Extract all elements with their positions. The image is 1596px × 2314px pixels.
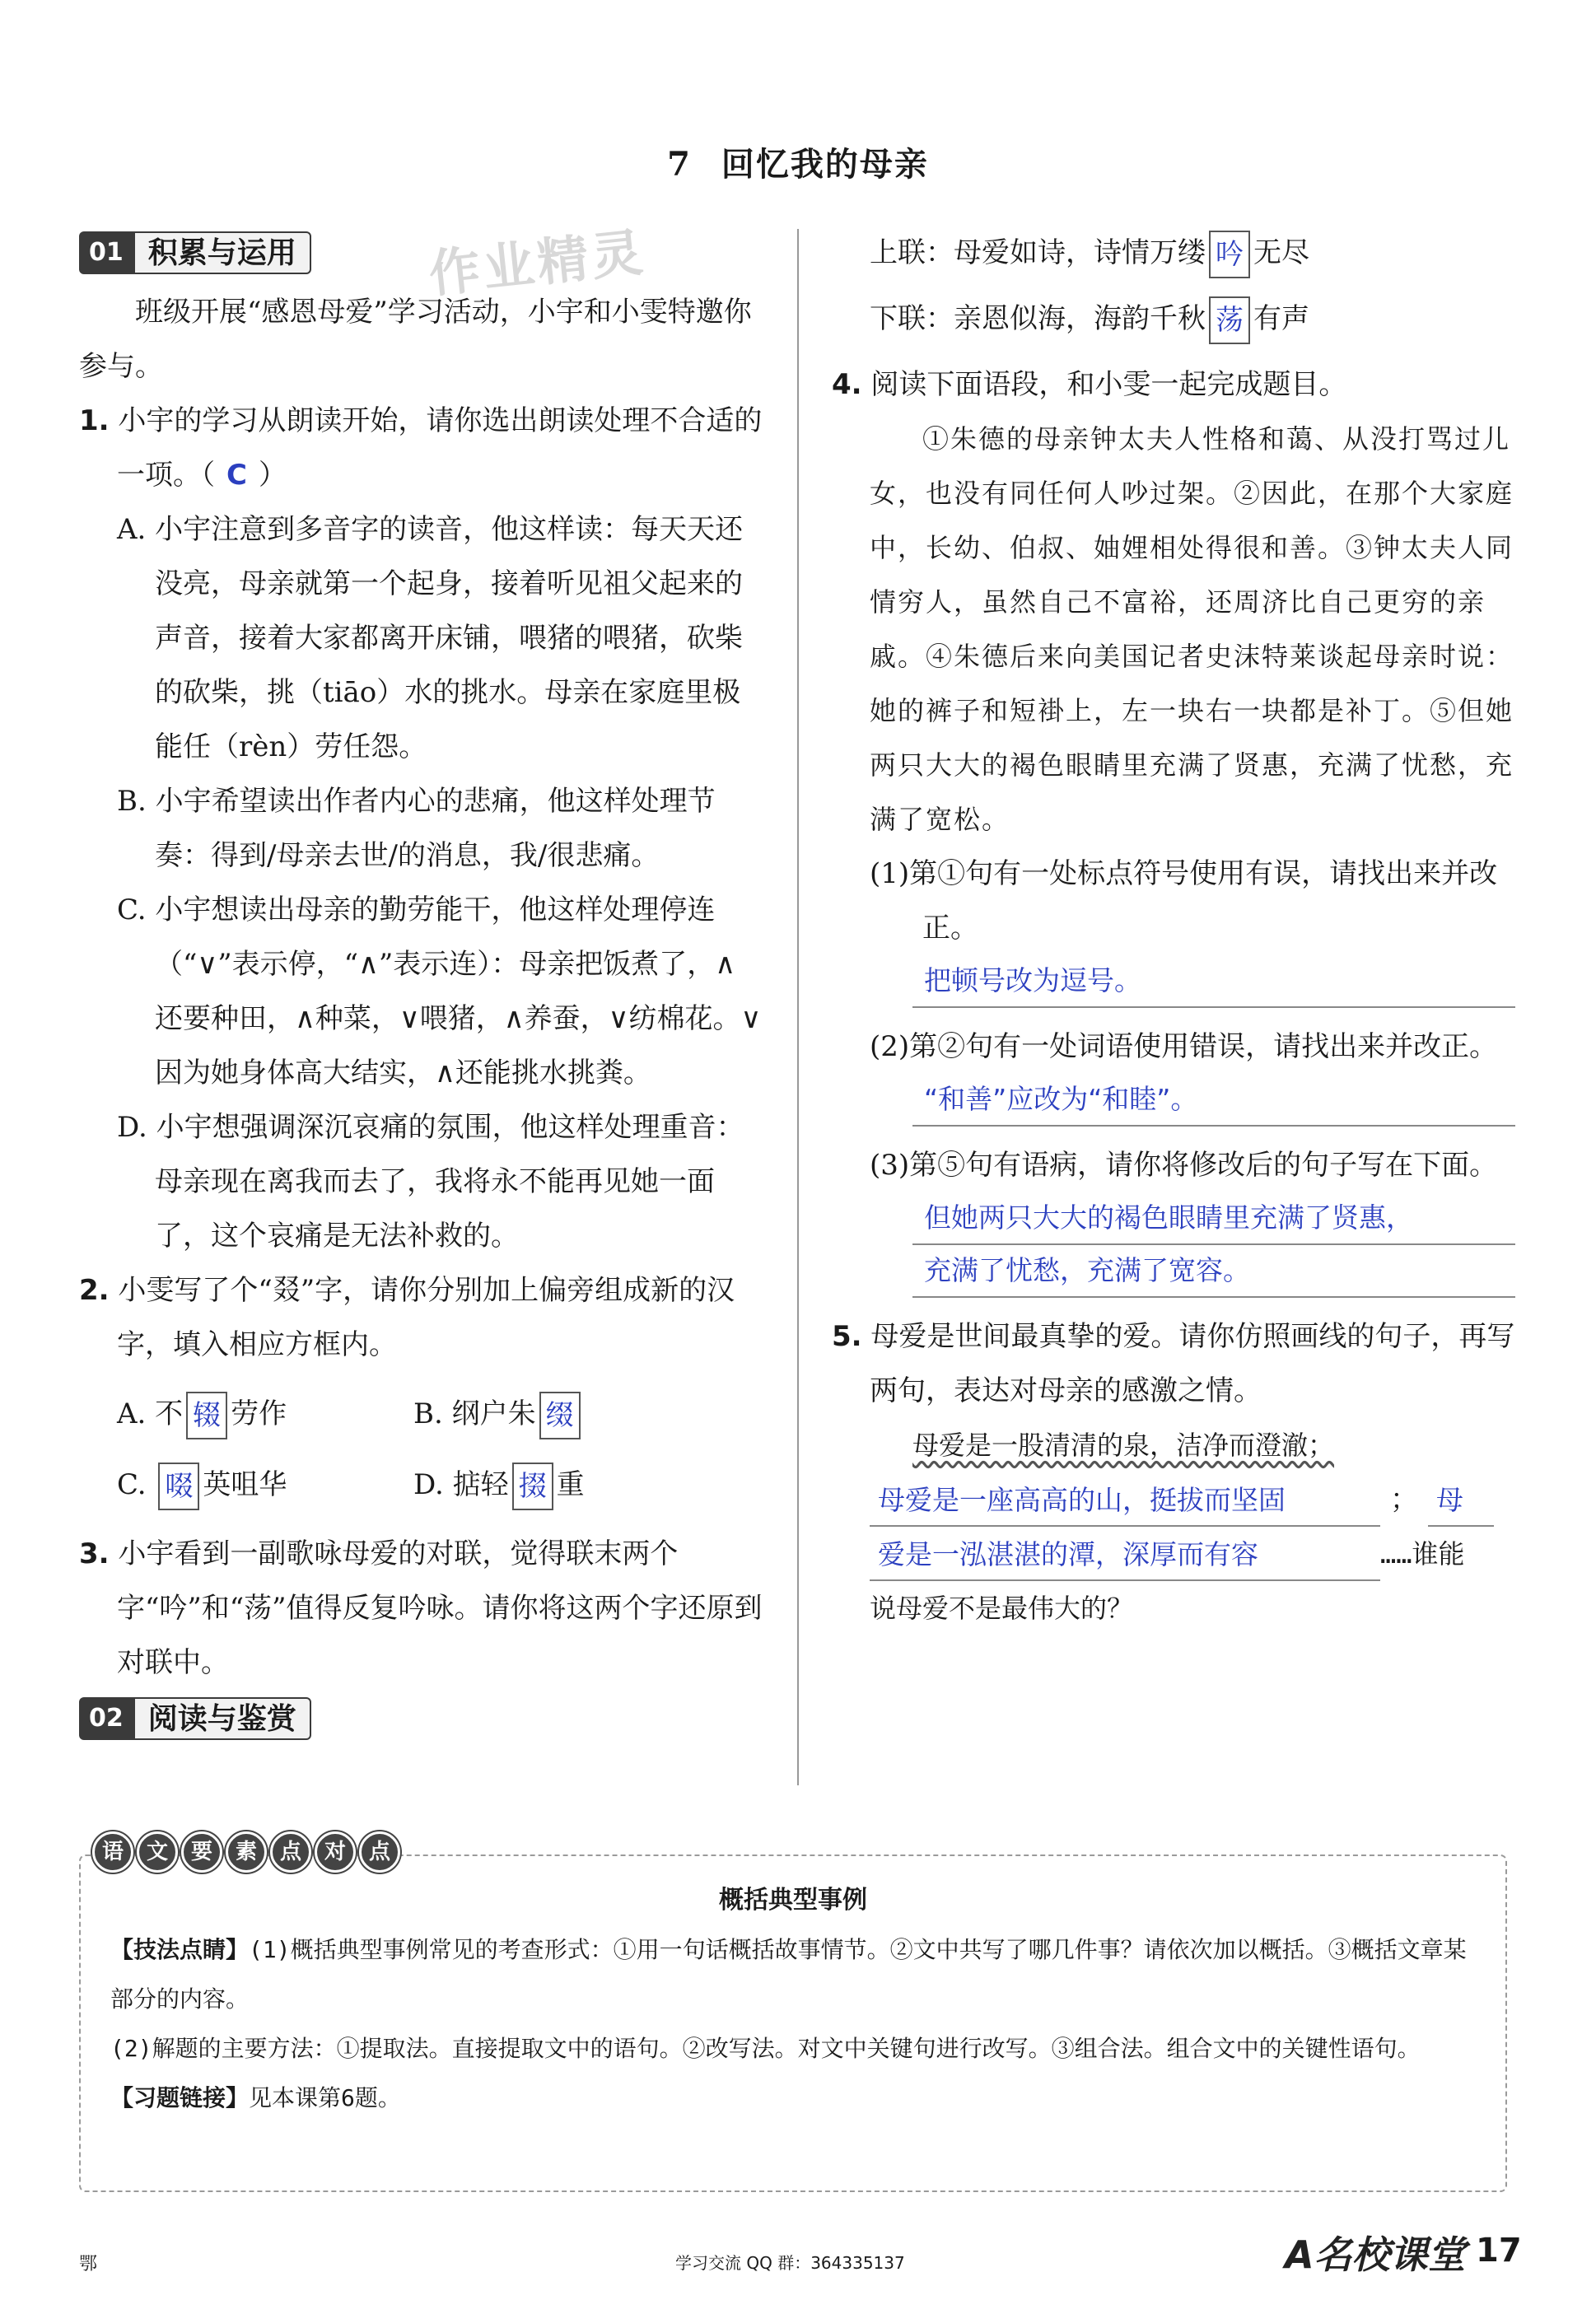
- question-number: 2.: [79, 1274, 110, 1307]
- question-4: [832, 357, 1515, 412]
- couplet-text: 上联：母爱如诗，诗情万缕: [870, 236, 1206, 269]
- tips-label: 【技法点睛】: [110, 1936, 250, 1963]
- sub-question-1: (1)第①句有一处标点符号使用有误，请找出来并改正。: [870, 857, 1498, 945]
- link-para: [110, 2074, 1476, 2123]
- answer-line[interactable]: 充满了忧愁，充满了宽容。: [912, 1245, 1515, 1298]
- tips-text: (1)概括典型事例常见的考查形式：①用一句话概括故事情节。②文中共写了哪几件事？请依次加以概括。③概括文章某部分的内容。: [110, 1936, 1467, 2013]
- question-number: 4.: [832, 368, 862, 401]
- option-suffix: 重: [556, 1468, 585, 1501]
- fill-box[interactable]: 啜: [158, 1463, 199, 1510]
- question-stem: 阅读下面语段，和小雯一起完成题目。: [870, 368, 1347, 401]
- tag-char: 要: [181, 1831, 222, 1873]
- region-label: 鄂: [79, 2254, 98, 2274]
- intro-text: 班级开展“感恩母爱”学习活动，小宇和小雯特邀你参与。: [79, 296, 752, 383]
- section-number: 02: [79, 1697, 133, 1740]
- page-number: 17: [1476, 2232, 1522, 2270]
- option-suffix: 英咀华: [203, 1468, 287, 1501]
- q2-option-b: [413, 1387, 743, 1441]
- question-5: [832, 1309, 1515, 1418]
- sub-question-3: (3)第⑤句有语病，请你将修改后的句子写在下面。: [870, 1149, 1498, 1182]
- couplet-text: 下联：亲恩似海，海韵千秋: [870, 302, 1206, 335]
- lesson-title: 回忆我的母亲: [721, 145, 929, 184]
- q5-answer-row-2: [832, 1527, 1515, 1581]
- tips-para-2: (2)解题的主要方法：①提取法。直接提取文中的语句。②改写法。对文中关键句进行改写。③组合法。组合文中的关键性语句。: [110, 2035, 1421, 2062]
- answer-line[interactable]: 母爱是一座高高的山，挺拔而坚固: [870, 1476, 1380, 1527]
- question-3: [79, 1527, 763, 1690]
- answer-line[interactable]: “和善”应改为“和睦”。: [912, 1074, 1515, 1127]
- tag-char: 点: [270, 1831, 311, 1873]
- lesson-number: 7: [667, 145, 692, 184]
- model-text: 母爱是一股清清的泉，洁净而澄澈；: [912, 1430, 1335, 1461]
- fill-box[interactable]: 缀: [539, 1392, 581, 1439]
- tail-text: ……谁能: [1380, 1538, 1465, 1570]
- question-1: [79, 394, 763, 502]
- tips-panel: [79, 1840, 1507, 2192]
- q2-option-d: [413, 1458, 743, 1512]
- option-a: A. 小宇注意到多音字的读音，他这样读：每天天还没亮，母亲就第一个起身，接着听见祖父起来的声音，接着大家都离开床铺，喂猪的喂猪，砍柴的砍柴，挑（tiāo）水的挑水。母亲在家庭里极能任（rèn）劳任怨。: [117, 513, 744, 763]
- q5-answer-row-1: [832, 1472, 1515, 1527]
- q2-option-c: [117, 1458, 413, 1512]
- left-column: [79, 222, 763, 1751]
- link-text: 见本课第6题。: [249, 2084, 401, 2111]
- option-suffix: 劳作: [231, 1397, 287, 1430]
- option-prefix: B. 纲户朱: [413, 1397, 536, 1430]
- panel-title: 概括典型事例: [719, 1886, 867, 1915]
- q5-tail: 说母爱不是最伟大的？: [870, 1593, 1134, 1624]
- section-header-1: [79, 229, 763, 277]
- model-sentence: [832, 1418, 1515, 1472]
- section-number: 01: [79, 231, 133, 274]
- question-stem: 小宇的学习从朗读开始，请你选出朗读处理不合适的一项。（: [117, 404, 763, 492]
- couplet-text-end: 无尽: [1253, 236, 1309, 269]
- tag-char: 对: [315, 1831, 356, 1873]
- option-prefix: C.: [117, 1468, 156, 1501]
- option-b: B. 小宇希望读出作者内心的悲痛，他这样处理节奏：得到/母亲去世/的消息，我/很悲痛。: [117, 785, 716, 872]
- answer-choice: C: [226, 459, 247, 492]
- qq-group: 学习交流 QQ 群：364335137: [675, 2253, 905, 2273]
- option-prefix: A. 不: [117, 1397, 184, 1430]
- couplet-lower: [832, 292, 1515, 346]
- fill-box[interactable]: 辍: [186, 1392, 227, 1439]
- reading-passage: ①朱德的母亲钟太夫人性格和蔼、从没打骂过儿女，也没有同任何人吵过架。②因此，在那个大家庭中，长幼、伯叔、妯娌相处得很和善。③钟太夫人同情穷人，虽然自己不富裕，还周济比自己更穷的亲戚。④朱德后来向美国记者史沫特莱谈起母亲时说：她的裤子和短褂上，左一块右一块都是补丁。⑤但她两只大大的褐色眼睛里充满了贤惠，充满了忧愁，充满了宽松。: [870, 423, 1514, 835]
- section-header-2: [79, 1695, 763, 1742]
- q2-option-a: [117, 1387, 413, 1441]
- panel-body: [81, 1925, 1505, 2123]
- panel-tag: [92, 1831, 400, 1873]
- fill-box[interactable]: 掇: [512, 1463, 553, 1510]
- column-divider: [797, 229, 799, 1785]
- answer-line[interactable]: 爱是一泓湛湛的潭，深厚而有容: [870, 1530, 1380, 1581]
- question-stem: 母爱是世间最真挚的爱。请你仿照画线的句子，再写两句，表达对母亲的感激之情。: [870, 1320, 1515, 1407]
- question-stem-end: ）: [258, 459, 287, 492]
- question-2: [79, 1263, 763, 1372]
- page-title: [0, 138, 1596, 185]
- couplet-fill-box[interactable]: 吟: [1209, 231, 1250, 278]
- answer-line[interactable]: 母: [1428, 1476, 1494, 1527]
- section-label: 积累与运用: [133, 231, 311, 274]
- brand-logo: A名校课堂: [1285, 2232, 1466, 2277]
- question-number: 5.: [832, 1320, 862, 1353]
- question-stem: 小雯写了个“叕”字，请你分别加上偏旁组成新的汉字，填入相应方框内。: [117, 1274, 735, 1361]
- tag-char: 素: [226, 1831, 267, 1873]
- tag-char: 语: [92, 1831, 133, 1873]
- answer-line[interactable]: 但她两只大大的褐色眼睛里充满了贤惠，: [912, 1192, 1515, 1245]
- question-stem: 小宇看到一副歌咏母爱的对联，觉得联末两个字“吟”和“荡”值得反复吟咏。请你将这两个字还原到对联中。: [117, 1537, 763, 1679]
- couplet-fill-box[interactable]: 荡: [1209, 296, 1250, 344]
- right-column: [832, 222, 1515, 1635]
- question-number: 1.: [79, 404, 110, 437]
- sub-question-2: (2)第②句有一处词语使用错误，请找出来并改正。: [870, 1030, 1498, 1063]
- option-prefix: D. 掂轻: [413, 1468, 509, 1501]
- couplet-upper: [832, 226, 1515, 280]
- option-d: D. 小宇想强调深沉哀痛的氛围，他这样处理重音：母亲现在离我而去了，我将永不能再见她一面了，这个哀痛是无法补救的。: [117, 1111, 744, 1253]
- section-label: 阅读与鉴赏: [133, 1697, 311, 1740]
- option-c: C. 小宇想读出母亲的勤劳能干，他这样处理停连（“∨”表示停，“∧”表示连）：母亲把饭煮了，∧还要种田，∧种菜，∨喂猪，∧养蚕，∨纺棉花。∨因为她身体高大结实，∧还能挑水挑粪。: [117, 893, 762, 1089]
- tips-para-1: [110, 1925, 1476, 2024]
- question-number: 3.: [79, 1537, 110, 1570]
- couplet-text-end: 有声: [1253, 302, 1309, 335]
- tag-char: 点: [359, 1831, 400, 1873]
- separator: ；: [1390, 1483, 1418, 1516]
- link-label: 【习题链接】: [110, 2084, 250, 2111]
- q2-options: [79, 1387, 763, 1512]
- tag-char: 文: [137, 1831, 178, 1873]
- watermark: 作业精灵: [426, 222, 649, 305]
- answer-line[interactable]: 把顿号改为逗号。: [912, 955, 1515, 1008]
